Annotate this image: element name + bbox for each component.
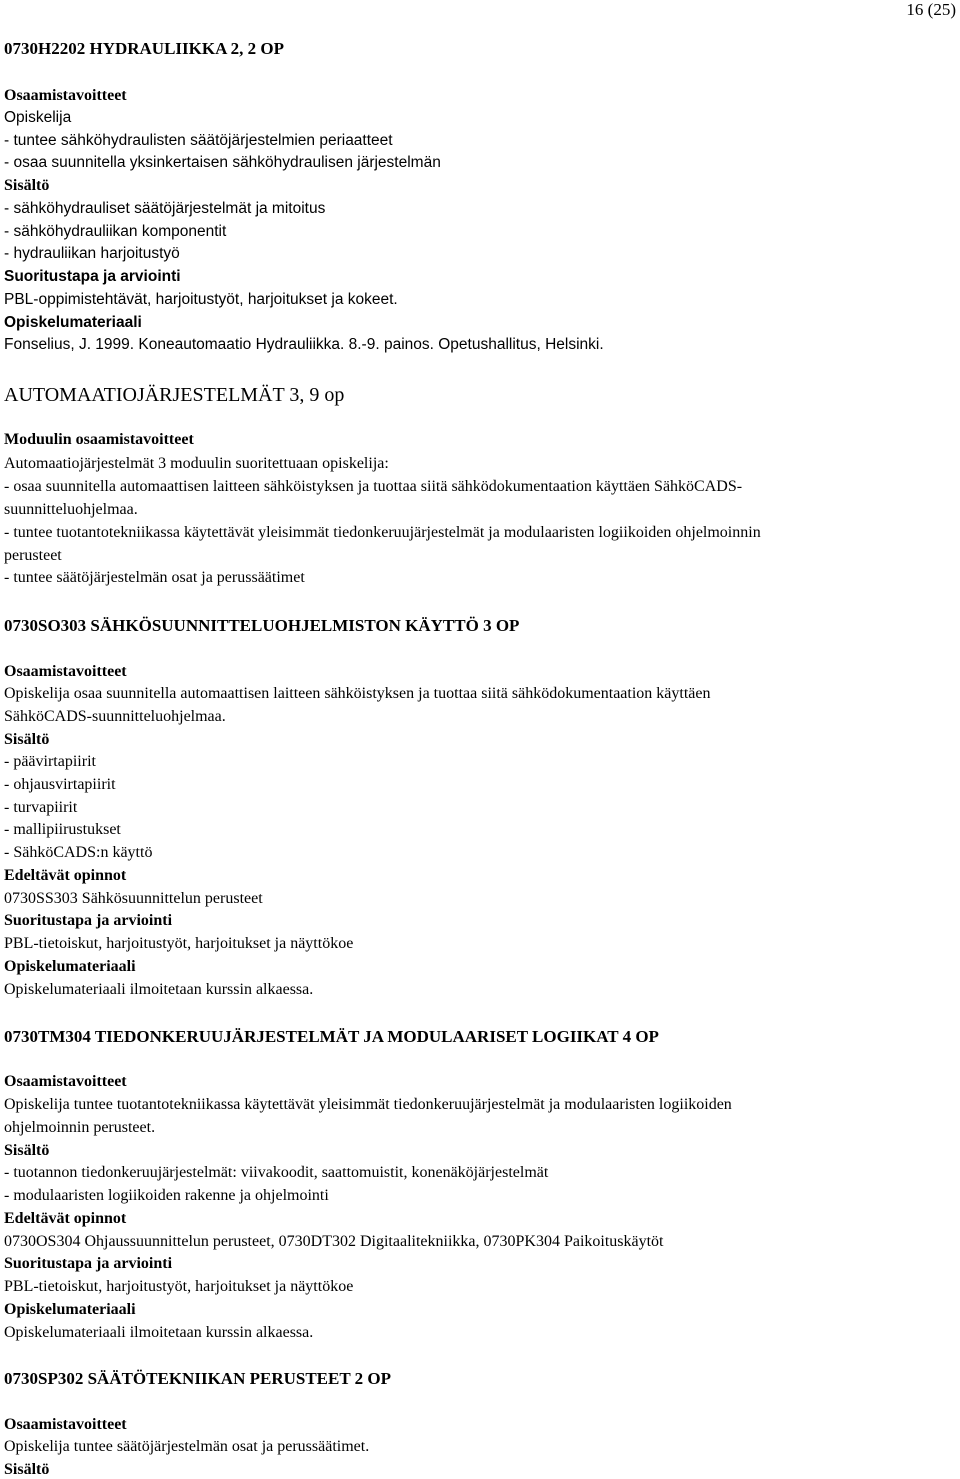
subheading: Sisältö xyxy=(4,1461,50,1478)
text-line: - osaa suunnitella automaattisen laitteen sähköistyksen ja tuottaa siitä sähködokumentaation käyttäen SähköCADS- xyxy=(4,478,743,495)
text-line: - osaa suunnitella yksinkertaisen sähköhydraulisen järjestelmän xyxy=(4,154,441,171)
subheading: Suoritustapa ja arviointi xyxy=(4,268,181,285)
text-line: Opiskelija tuntee tuotantotekniikassa käytettävät yleisimmät tiedonkeruujärjestelmät ja modulaaristen logiikoiden xyxy=(4,1096,732,1113)
text-line: - tuntee sähköhydraulisten säätöjärjestelmien periaatteet xyxy=(4,132,393,149)
subheading: Osaamistavoitteet xyxy=(4,87,127,104)
page-number: 16 (25) xyxy=(906,0,956,19)
text-line: PBL-oppimistehtävät, harjoitustyöt, harjoitukset ja kokeet. xyxy=(4,291,398,308)
text-line: - hydrauliikan harjoitustyö xyxy=(4,245,180,262)
text-line: - ohjausvirtapiirit xyxy=(4,776,116,793)
text-line: Opiskelija tuntee säätöjärjestelmän osat ja perussäätimet. xyxy=(4,1438,370,1455)
text-line: - modulaaristen logiikoiden rakenne ja ohjelmointi xyxy=(4,1187,329,1204)
text-line: Automaatiojärjestelmät 3 moduulin suoritettuaan opiskelija: xyxy=(4,455,389,472)
subheading: Osaamistavoitteet xyxy=(4,1416,127,1433)
section-heading: 0730TM304 TIEDONKERUUJÄRJESTELMÄT JA MODULAARISET LOGIIKAT 4 OP xyxy=(4,1027,659,1046)
subheading: Sisältö xyxy=(4,1142,50,1159)
subheading: Moduulin osaamistavoitteet xyxy=(4,431,194,448)
subheading: Opiskelumateriaali xyxy=(4,1301,136,1318)
text-line: - tuntee tuotantotekniikassa käytettävät yleisimmät tiedonkeruujärjestelmät ja modulaaristen logiikoiden ohjelmoinnin xyxy=(4,524,761,541)
text-line: PBL-tietoiskut, harjoitustyöt, harjoitukset ja näyttökoe xyxy=(4,935,354,952)
subheading: Osaamistavoitteet xyxy=(4,663,127,680)
text-line: - sähköhydrauliset säätöjärjestelmät ja mitoitus xyxy=(4,200,326,217)
text-line: - sähköhydrauliikan komponentit xyxy=(4,223,227,240)
text-line: - mallipiirustukset xyxy=(4,821,121,838)
text-line: Opiskelumateriaali ilmoitetaan kurssin alkaessa. xyxy=(4,981,314,998)
section-heading: 0730SP302 SÄÄTÖTEKNIIKAN PERUSTEET 2 OP xyxy=(4,1369,391,1388)
section-heading: AUTOMAATIOJÄRJESTELMÄT 3, 9 op xyxy=(4,384,345,406)
text-line: Opiskelija xyxy=(4,109,72,126)
text-line: SähköCADS-suunnitteluohjelmaa. xyxy=(4,708,226,725)
text-line: perusteet xyxy=(4,547,62,564)
text-line: Opiskelumateriaali ilmoitetaan kurssin alkaessa. xyxy=(4,1324,314,1341)
text-line: ohjelmoinnin perusteet. xyxy=(4,1119,156,1136)
text-line: suunnitteluohjelmaa. xyxy=(4,501,138,518)
subheading: Sisältö xyxy=(4,731,50,748)
text-line: - turvapiirit xyxy=(4,799,78,816)
section-heading: 0730SO303 SÄHKÖSUUNNITTELUOHJELMISTON KÄYTTÖ 3 OP xyxy=(4,616,520,635)
text-line: - päävirtapiirit xyxy=(4,753,96,770)
text-line: Opiskelija osaa suunnitella automaattisen laitteen sähköistyksen ja tuottaa siitä sähködokumentaation käyttäen xyxy=(4,685,711,702)
text-line: PBL-tietoiskut, harjoitustyöt, harjoitukset ja näyttökoe xyxy=(4,1278,354,1295)
section-heading: 0730H2202 HYDRAULIIKKA 2, 2 OP xyxy=(4,39,285,58)
text-line: 0730OS304 Ohjaussuunnittelun perusteet, 0730DT302 Digitaalitekniikka, 0730PK304 Paikoituskäytöt xyxy=(4,1233,664,1250)
subheading: Opiskelumateriaali xyxy=(4,958,136,975)
subheading: Edeltävät opinnot xyxy=(4,1210,127,1227)
subheading: Osaamistavoitteet xyxy=(4,1073,127,1090)
subheading: Sisältö xyxy=(4,177,50,194)
text-line: - tuotannon tiedonkeruujärjestelmät: viivakoodit, saattomuistit, konenäköjärjestelmät xyxy=(4,1164,549,1181)
subheading: Suoritustapa ja arviointi xyxy=(4,1255,173,1272)
subheading: Opiskelumateriaali xyxy=(4,314,142,331)
text-line: Fonselius, J. 1999. Koneautomaatio Hydrauliikka. 8.-9. painos. Opetushallitus, Helsinki. xyxy=(4,336,604,353)
text-line: - SähköCADS:n käyttö xyxy=(4,844,153,861)
subheading: Edeltävät opinnot xyxy=(4,867,127,884)
text-line: - tuntee säätöjärjestelmän osat ja perussäätimet xyxy=(4,569,305,586)
text-line: 0730SS303 Sähkösuunnittelun perusteet xyxy=(4,890,263,907)
subheading: Suoritustapa ja arviointi xyxy=(4,912,173,929)
